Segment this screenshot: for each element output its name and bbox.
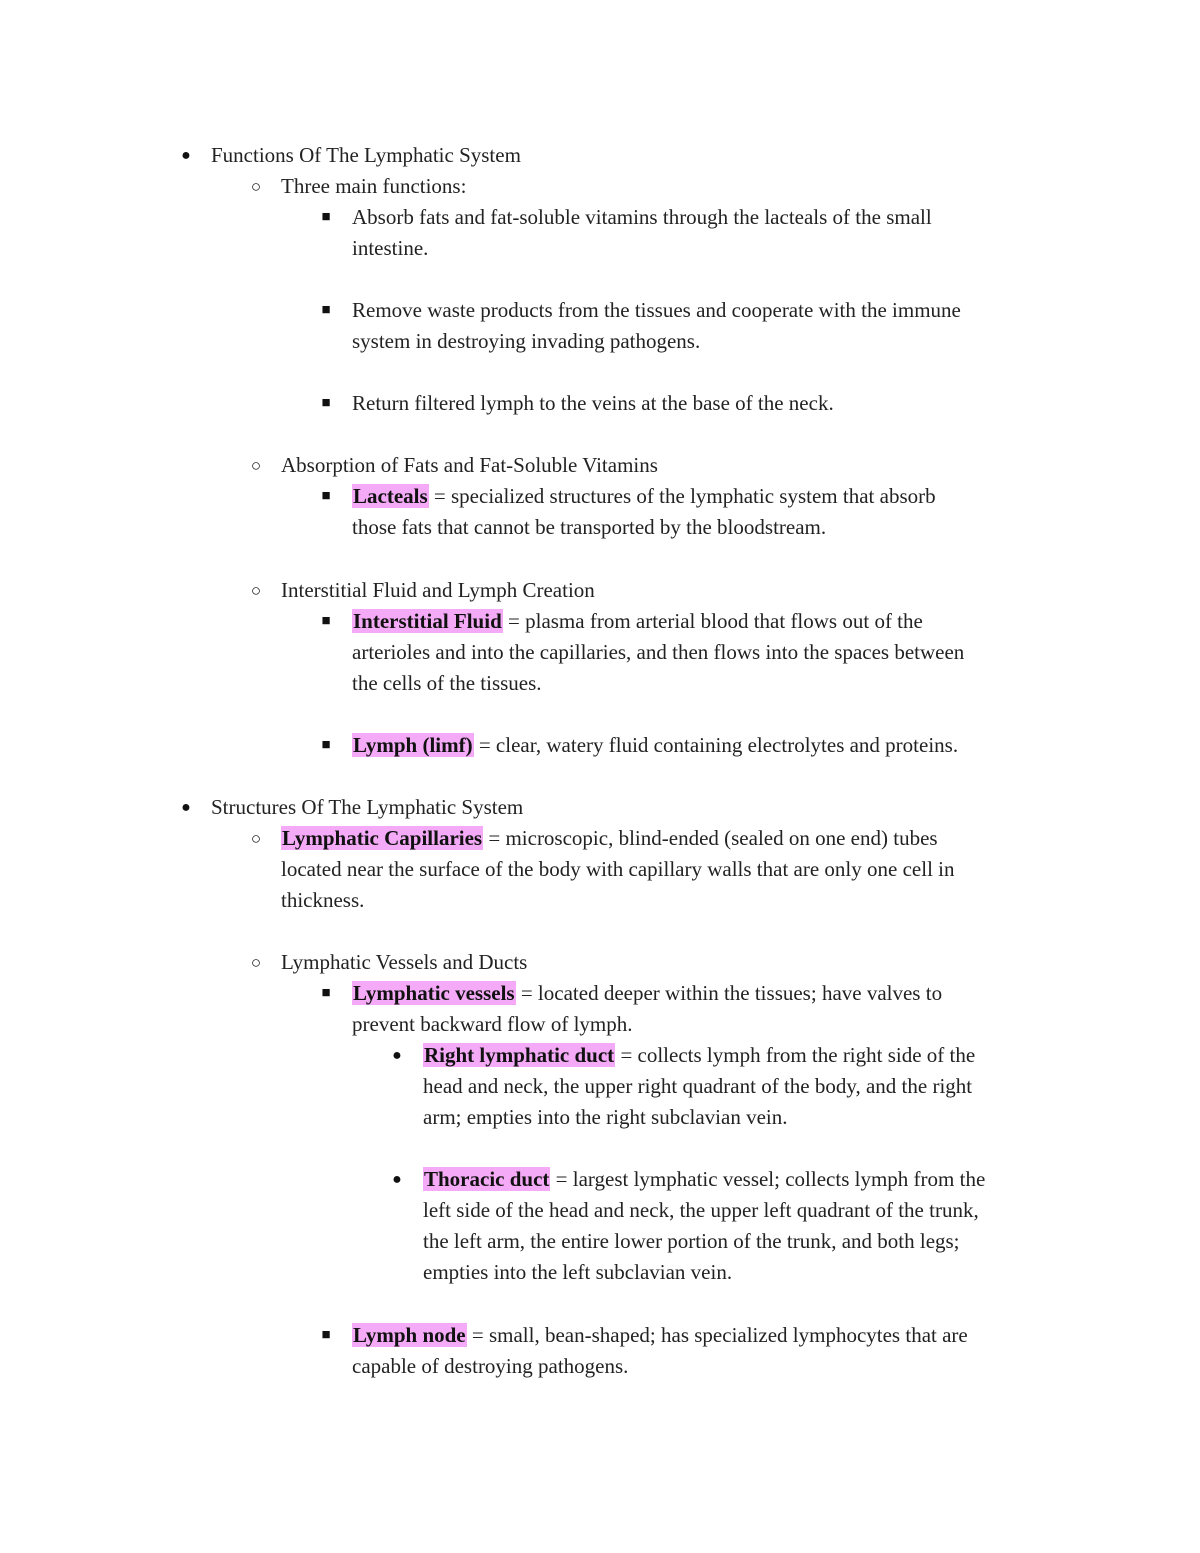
- definition-text: = clear, watery fluid containing electrolytes and proteins.: [473, 733, 959, 757]
- bullet-level3: ■: [321, 613, 331, 629]
- section-heading: Structures Of The Lymphatic System: [211, 795, 524, 819]
- bullet-level3: ■: [321, 395, 331, 411]
- list-item-line: left side of the head and neck, the upper left quadrant of the trunk,: [423, 1198, 979, 1222]
- bullet-level4: ●: [392, 1171, 402, 1188]
- subheading: Three main functions:: [281, 174, 467, 198]
- list-item-line: capable of destroying pathogens.: [352, 1354, 629, 1378]
- list-item-line: arterioles and into the capillaries, and then flows into the spaces between: [352, 640, 965, 664]
- list-item-line: [423, 1164, 985, 1195]
- subheading: Interstitial Fluid and Lymph Creation: [281, 578, 595, 602]
- definition-text: = collects lymph from the right side of the: [615, 1043, 976, 1067]
- list-item-line: Return filtered lymph to the veins at the base of the neck.: [352, 391, 834, 415]
- highlighted-term: Lymph (limf): [353, 733, 473, 757]
- list-item-line: thickness.: [281, 888, 365, 912]
- bullet-level2: ○: [250, 581, 262, 600]
- section-heading: Functions Of The Lymphatic System: [211, 143, 521, 167]
- subheading: Lymphatic Vessels and Ducts: [281, 950, 528, 974]
- bullet-level2: ○: [250, 456, 262, 475]
- bullet-level3: ■: [321, 209, 331, 225]
- definition-text: = located deeper within the tissues; have valves to: [515, 981, 943, 1005]
- list-item-line: Remove waste products from the tissues and cooperate with the immune: [352, 298, 961, 322]
- bullet-level1: ●: [181, 799, 191, 816]
- bullet-level3: ■: [321, 985, 331, 1001]
- subheading: Absorption of Fats and Fat-Soluble Vitamins: [281, 453, 658, 477]
- list-item-line: empties into the left subclavian vein.: [423, 1260, 733, 1284]
- bullet-level2: ○: [250, 177, 262, 196]
- list-item-line: located near the surface of the body with capillary walls that are only one cell in: [281, 857, 955, 881]
- list-item-line: [281, 823, 938, 854]
- bullet-level3: ■: [321, 488, 331, 504]
- highlighted-term: Lymph node: [353, 1323, 466, 1347]
- list-item-line: [423, 1040, 975, 1071]
- bullet-level2: ○: [250, 953, 262, 972]
- list-item-line: the cells of the tissues.: [352, 671, 542, 695]
- list-item-line: intestine.: [352, 236, 429, 260]
- definition-text: = plasma from arterial blood that flows out of the: [502, 609, 923, 633]
- list-item-line: [352, 481, 936, 512]
- bullet-level4: ●: [392, 1047, 402, 1064]
- list-item-line: [352, 978, 942, 1009]
- bullet-level3: ■: [321, 302, 331, 318]
- definition-text: = largest lymphatic vessel; collects lymph from the: [550, 1167, 986, 1191]
- bullet-level3: ■: [321, 1327, 331, 1343]
- highlighted-term: Thoracic duct: [424, 1167, 550, 1191]
- highlighted-term: Interstitial Fluid: [353, 609, 502, 633]
- list-item-line: prevent backward flow of lymph.: [352, 1012, 633, 1036]
- highlighted-term: Lymphatic vessels: [353, 981, 515, 1005]
- list-item-line: [352, 1320, 968, 1351]
- definition-text: = small, bean-shaped; has specialized lymphocytes that are: [466, 1323, 968, 1347]
- list-item-line: those fats that cannot be transported by the bloodstream.: [352, 515, 827, 539]
- highlighted-term: Lacteals: [353, 484, 428, 508]
- highlighted-term: Lymphatic Capillaries: [282, 826, 483, 850]
- bullet-level3: ■: [321, 737, 331, 753]
- bullet-level1: ●: [181, 147, 191, 164]
- list-item-line: the left arm, the entire lower portion of the trunk, and both legs;: [423, 1229, 960, 1253]
- list-item-line: arm; empties into the right subclavian vein.: [423, 1105, 788, 1129]
- highlighted-term: Right lymphatic duct: [424, 1043, 615, 1067]
- list-item-line: [352, 606, 923, 637]
- list-item-line: system in destroying invading pathogens.: [352, 329, 701, 353]
- definition-text: = specialized structures of the lymphatic system that absorb: [428, 484, 936, 508]
- list-item-line: [352, 730, 958, 761]
- list-item-line: Absorb fats and fat-soluble vitamins through the lacteals of the small: [352, 205, 932, 229]
- list-item-line: head and neck, the upper right quadrant of the body, and the right: [423, 1074, 973, 1098]
- definition-text: = microscopic, blind-ended (sealed on one end) tubes: [483, 826, 938, 850]
- bullet-level2: ○: [250, 829, 262, 848]
